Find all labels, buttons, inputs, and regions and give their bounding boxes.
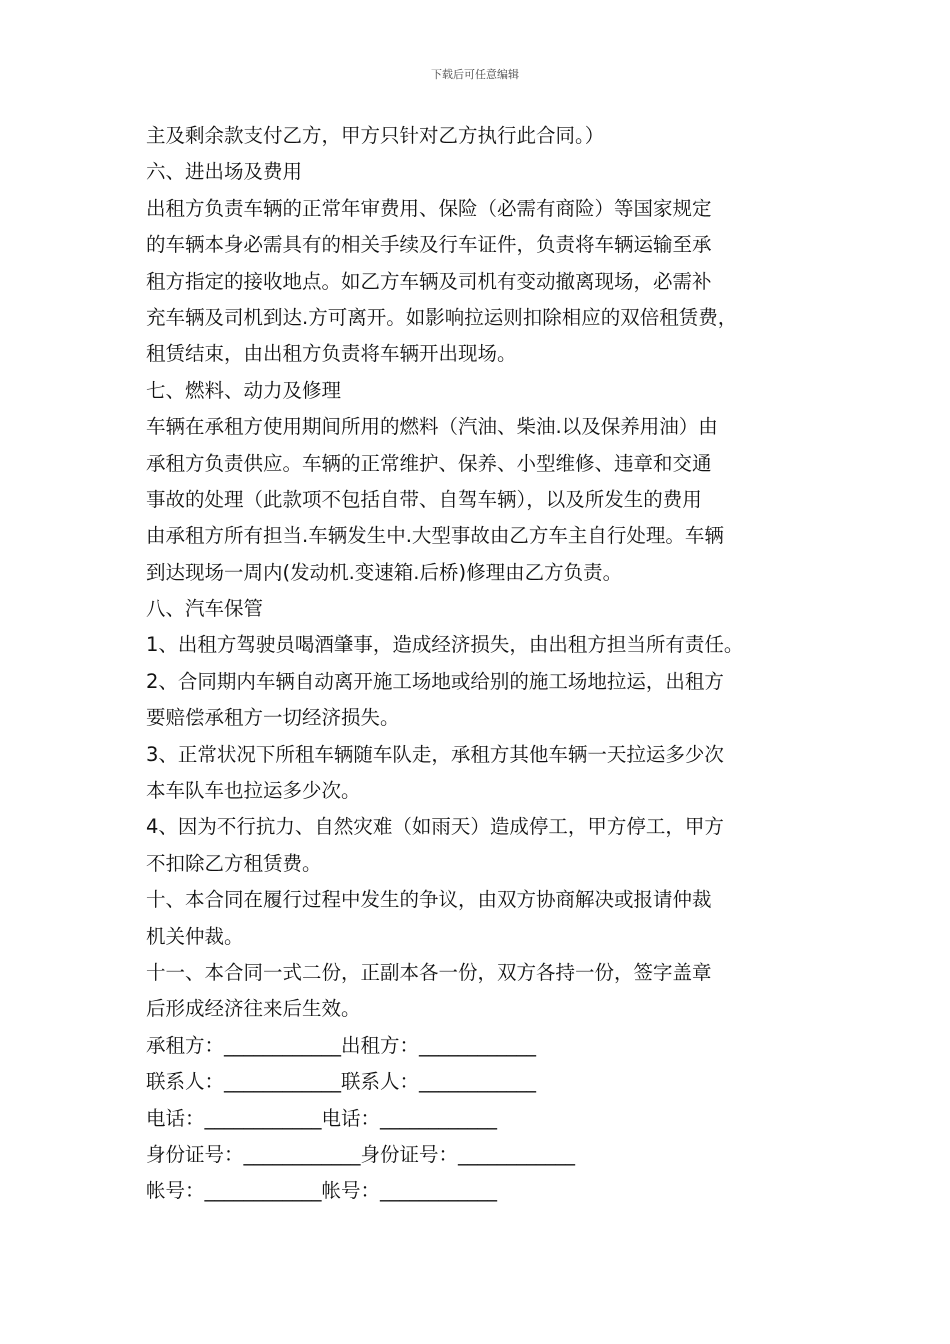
- text-line: 2、合同期内车辆自动离开施工场地或给别的施工场地拉运，出租方: [146, 669, 724, 693]
- signature-line-account: 帐号：____________帐号：____________: [146, 1179, 498, 1203]
- signature-line-id-number: 身份证号：____________身份证号：____________: [146, 1142, 576, 1166]
- text-line: 租方指定的接收地点。如乙方车辆及司机有变动撤离现场，必需补: [146, 269, 712, 293]
- text-line: 本车队车也拉运多少次。: [146, 779, 361, 803]
- text-line: 十、本合同在履行过程中发生的争议，由双方协商解决或报请仲裁: [146, 888, 712, 912]
- text-line: 车辆在承租方使用期间所用的燃料（汽油、柴油.以及保养用油）由: [146, 415, 718, 439]
- text-line: 出租方负责车辆的正常年审费用、保险（必需有商险）等国家规定: [146, 196, 712, 220]
- section-heading: 八、汽车保管: [146, 597, 264, 621]
- text-line: 4、因为不行抗力、自然灾难（如雨天）造成停工，甲方停工，甲方: [146, 815, 724, 839]
- contract-body: [146, 118, 826, 1210]
- text-line: 的车辆本身必需具有的相关手续及行车证件，负责将车辆运输至承: [146, 233, 712, 257]
- section-heading: 七、燃料、动力及修理: [146, 378, 342, 402]
- text-line: 十一、本合同一式二份，正副本各一份，双方各持一份，签字盖章: [146, 960, 712, 984]
- text-line: 不扣除乙方租赁费。: [146, 851, 322, 875]
- text-line: 主及剩余款支付乙方，甲方只针对乙方执行此合同。）: [146, 124, 605, 147]
- text-line: 3、正常状况下所租车辆随车队走，承租方其他车辆一天拉运多少次: [146, 742, 724, 766]
- text-line: 机关仲裁。: [146, 924, 244, 948]
- text-line: 后形成经济往来后生效。: [146, 997, 361, 1021]
- text-line: 1、出租方驾驶员喝酒肇事，造成经济损失，由出租方担当所有责任。: [146, 633, 744, 657]
- signature-line-contact: 联系人：____________联系人：____________: [146, 1070, 537, 1094]
- signature-line-lessee-lessor: 承租方：____________出租方：____________: [146, 1033, 537, 1057]
- text-line: 到达现场一周内(发动机.变速箱.后桥)修理由乙方负责。: [146, 560, 623, 584]
- page-header: 下载后可任意编辑: [431, 68, 519, 81]
- signature-line-phone: 电话：____________电话：____________: [146, 1106, 498, 1130]
- section-heading: 六、进出场及费用: [146, 160, 303, 184]
- text-line: 事故的处理（此款项不包括自带、自驾车辆），以及所发生的费用: [146, 487, 702, 511]
- text-line: 承租方负责供应。车辆的正常维护、保养、小型维修、违章和交通: [146, 451, 712, 475]
- text-line: 充车辆及司机到达.方可离开。如影响拉运则扣除相应的双倍租赁费，: [146, 305, 738, 329]
- text-line: 租赁结束，由出租方负责将车辆开出现场。: [146, 342, 517, 366]
- text-line: 由承租方所有担当.车辆发生中.大型事故由乙方车主自行处理。车辆: [146, 524, 724, 548]
- text-line: 要赔偿承租方一切经济损失。: [146, 706, 400, 730]
